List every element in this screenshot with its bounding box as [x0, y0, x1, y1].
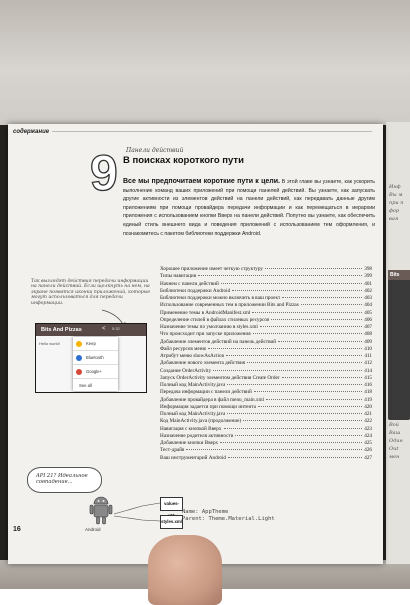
toc-leader	[232, 290, 362, 291]
toc-leader	[301, 304, 362, 305]
toc-leader	[243, 420, 362, 421]
toc-leader	[235, 435, 362, 436]
toc-entry	[160, 455, 372, 462]
toc-leader	[260, 326, 362, 327]
toc-entry-page: 416	[364, 382, 372, 388]
toc-entry-title: Файл ресурсов меню	[160, 345, 207, 352]
toc-entry-page: 425	[364, 440, 372, 446]
toc-entry-page: 402	[364, 287, 372, 294]
toc-entry	[160, 360, 372, 367]
toc-entry	[160, 266, 372, 273]
app-title: Bits And Pizzas	[41, 327, 82, 333]
toc-entry-title: Информация задается при помощи интента	[160, 403, 256, 410]
hello-text: Hello world!	[39, 341, 60, 346]
toc-leader	[247, 362, 362, 363]
toc-leader	[221, 283, 362, 284]
app-body	[36, 336, 146, 392]
chapter-title: В поисках короткого пути	[123, 155, 244, 166]
chapter-intro	[123, 178, 375, 238]
toc-leader	[266, 399, 362, 400]
intro-lead: Все мы предпочитаем короткие пути к цели.	[123, 178, 280, 185]
toc-entry-title: Хорошее приложение имеет четкую структуру	[160, 266, 263, 272]
toc-entry-title: Добавление элементов действий на панель действий	[160, 338, 277, 345]
toc-leader	[224, 428, 363, 429]
menu-item-label: Google+	[86, 369, 102, 374]
toc-entry-page: 399	[364, 273, 372, 280]
facing-page-app-bar: Bits	[388, 270, 410, 280]
toc-entry-title: Библиотеки поддержки можно включить в ваш проект	[160, 295, 281, 301]
menu-item-keep[interactable]	[73, 337, 118, 351]
facing-page-text: вая	[389, 216, 399, 222]
toc-entry-page: 415	[364, 374, 372, 381]
app-bar	[36, 324, 146, 336]
table-surface-top	[0, 0, 410, 125]
android-robot-icon	[89, 493, 113, 527]
toc-entry-title: Назначение родителя активности	[160, 432, 234, 439]
facing-page-note: Out	[389, 446, 399, 452]
toc-entry-page: 406	[364, 316, 372, 323]
toc-entry	[160, 368, 372, 375]
menu-item-google-plus[interactable]	[73, 365, 118, 379]
toc-leader	[282, 377, 363, 378]
toc-entry	[160, 302, 372, 309]
toc-leader	[258, 406, 362, 407]
toc-entry	[160, 353, 372, 360]
toc-entry-title: Ваш инструментарий Android	[160, 454, 227, 461]
toc-entry-title: Библиотеки поддержки Android	[160, 287, 231, 294]
toc-entry-page: 427	[364, 454, 372, 461]
toc-entry-page: 411	[364, 353, 372, 359]
toc-entry-title: Добавление нового элемента действия	[160, 360, 245, 367]
header-rule	[52, 131, 372, 132]
toc-entry	[160, 404, 372, 411]
toc-entry-title: Что происходит при запуске приложения	[160, 331, 251, 338]
toc-leader	[228, 457, 362, 458]
android-label: Android	[85, 527, 101, 532]
speech-bubble	[27, 467, 102, 493]
toc-leader	[213, 370, 362, 371]
toc-leader	[253, 333, 363, 334]
toc-entry-title: Полный код MainActivity.java	[160, 411, 226, 417]
toc-entry	[160, 324, 372, 331]
toc-leader	[252, 312, 362, 313]
toc-entry-page: 418	[364, 389, 372, 396]
toc-entry-title: Передача информации с панели действий	[160, 389, 252, 396]
facing-page-note: Один	[389, 438, 403, 444]
toc-entry-page: 408	[364, 331, 372, 338]
toc-leader	[278, 341, 362, 342]
facing-page	[386, 122, 410, 564]
toc-entry-title: Добавление провайдера в файл menu_main.xml	[160, 396, 264, 403]
thumb	[148, 535, 222, 605]
toc-entry	[160, 389, 372, 396]
theme-parent: Parent: Theme.Material.Light	[182, 516, 275, 522]
toc-entry	[160, 426, 372, 433]
facing-page-text: при п	[389, 200, 404, 206]
share-icon: <	[102, 326, 106, 332]
values-folder: values-	[160, 497, 183, 511]
toc-entry-page: 403	[364, 295, 372, 301]
toc-entry-page: 410	[364, 345, 372, 352]
menu-item-bluetooth[interactable]	[73, 351, 118, 365]
facing-page-note: мен	[389, 454, 400, 460]
menu-item-label: Keep	[86, 341, 96, 346]
toc-entry-page: 420	[364, 403, 372, 410]
toc-entry-title: Навигация с кнопкой Вверх	[160, 425, 222, 432]
connector-lines	[112, 500, 162, 524]
toc-leader	[254, 391, 362, 392]
toc-leader	[227, 384, 362, 385]
toc-entry-page: 422	[364, 418, 372, 425]
toc-entry-title: Создание OrderActivity	[160, 367, 212, 374]
running-head: содержание	[13, 129, 50, 135]
toc-entry-page: 398	[364, 266, 372, 272]
toc-entry	[160, 447, 372, 454]
toc-entry-page: 421	[364, 411, 372, 417]
toc-entry	[160, 375, 372, 382]
theme-note	[182, 509, 275, 523]
toc-entry-title: Добавление кнопки Вверх	[160, 440, 219, 446]
toc-leader	[282, 297, 362, 298]
toc-entry-page: 424	[364, 432, 372, 439]
toc-entry-title: Код MainActivity.java (продолжение)	[160, 418, 242, 425]
device-screenshot	[35, 323, 147, 393]
toc-entry	[160, 288, 372, 295]
facing-page-note: Вой	[389, 422, 399, 428]
toc-leader	[186, 449, 362, 450]
toc-entry-title: Типы навигации	[160, 273, 197, 280]
toc-entry	[160, 382, 372, 389]
share-menu	[73, 337, 118, 391]
styles-file: styles.xml	[160, 515, 183, 529]
bluetooth-icon	[76, 355, 82, 361]
toc-entry-page: 412	[364, 360, 372, 367]
toc-leader	[271, 319, 362, 320]
toc-entry-title: Назначение темы по умолчанию в styles.xml	[160, 324, 258, 330]
toc-entry-title: Использование современных тем в приложении Bits and Pizzas	[160, 302, 299, 309]
toc-entry	[160, 433, 372, 440]
toc-entry-page: 409	[364, 338, 372, 345]
toc-entry-title: Применение темы в AndroidManifest.xml	[160, 309, 251, 316]
toc-entry-page: 419	[364, 396, 372, 403]
toc-leader	[265, 268, 362, 269]
toc-leader	[208, 348, 362, 349]
toc-leader	[227, 413, 362, 414]
google-plus-icon	[76, 369, 82, 375]
toc-entry-page: 404	[364, 302, 372, 309]
theme-name: Name: AppTheme	[182, 509, 229, 515]
toc-entry	[160, 346, 372, 353]
toc-entry	[160, 281, 372, 288]
facing-page-device	[388, 270, 410, 420]
toc-entry-title: Начнем с панели действий	[160, 280, 219, 287]
chapter-label: Панели действий	[126, 147, 184, 154]
toc-entry	[160, 418, 372, 425]
toc-entry	[160, 331, 372, 338]
toc-entry-page: 423	[364, 425, 372, 432]
toc-entry	[160, 310, 372, 317]
facing-page-text: Вы м	[389, 192, 403, 198]
toc-leader	[226, 355, 362, 356]
menu-item-label: See all	[79, 383, 92, 388]
menu-item-see-all[interactable]	[73, 379, 118, 392]
toc-leader	[198, 275, 362, 276]
toc-entry-page: 414	[364, 367, 372, 374]
bubble-text: API 21? Идеальное совпадение...	[36, 473, 88, 486]
toc-entry	[160, 317, 372, 324]
toc-entry-title: Полный код MainActivity.java	[160, 382, 226, 388]
intro-body: В этой главе вы узнаете, как ускорить выполнение команд ваших приложений при помощи панелей действий. Вы узнаете, как запускать другие активности из элементов действий на панели действий, как передавать данные другим приложениям при помощи провайдера передачи информации и как перемещаться в иерархии приложения с использованием кнопки Вверх на панели действий. Попутно вы узнаете, как обеспечить единый стиль внешнего вида и поведения приложений с использованием тем оформления, и познакомитесь с пакетом библиотеки поддержки Android.	[123, 179, 375, 237]
toc-entry-page: 407	[364, 324, 372, 330]
facing-page-text: Инф	[389, 184, 401, 190]
toc-entry-page: 426	[364, 447, 372, 454]
toc-entry	[160, 273, 372, 280]
page-number: 16	[13, 526, 21, 533]
toc-entry-page: 401	[364, 280, 372, 287]
facing-page-note: Ваш	[389, 430, 401, 436]
toc-entry	[160, 397, 372, 404]
toc-entry	[160, 440, 372, 447]
toc-entry-title: Тест-драйв	[160, 447, 185, 454]
margin-note: Так выглядят действия передачи информации на панели действий. Если щелкнуть на нем, на экране появятся иконки приложений, которые могут использоваться для передачи информации.	[31, 279, 151, 306]
table-of-contents	[160, 266, 372, 462]
menu-item-label: Bluetooth	[86, 355, 104, 360]
status-time: 5:32	[112, 326, 120, 331]
toc-entry	[160, 295, 372, 302]
toc-entry	[160, 339, 372, 346]
keep-icon	[76, 341, 82, 347]
toc-entry-title: Определение стилей в файлах стилевых ресурсов	[160, 316, 270, 323]
toc-entry-title: Запуск OrderActivity элементом действия Create Order	[160, 374, 280, 381]
toc-entry-page: 405	[364, 309, 372, 316]
toc-entry-title: Атрибут меню showAsAction	[160, 353, 225, 359]
toc-entry	[160, 411, 372, 418]
facing-page-text: фор	[389, 208, 400, 214]
chapter-number: 9	[90, 145, 118, 201]
toc-leader	[220, 442, 362, 443]
